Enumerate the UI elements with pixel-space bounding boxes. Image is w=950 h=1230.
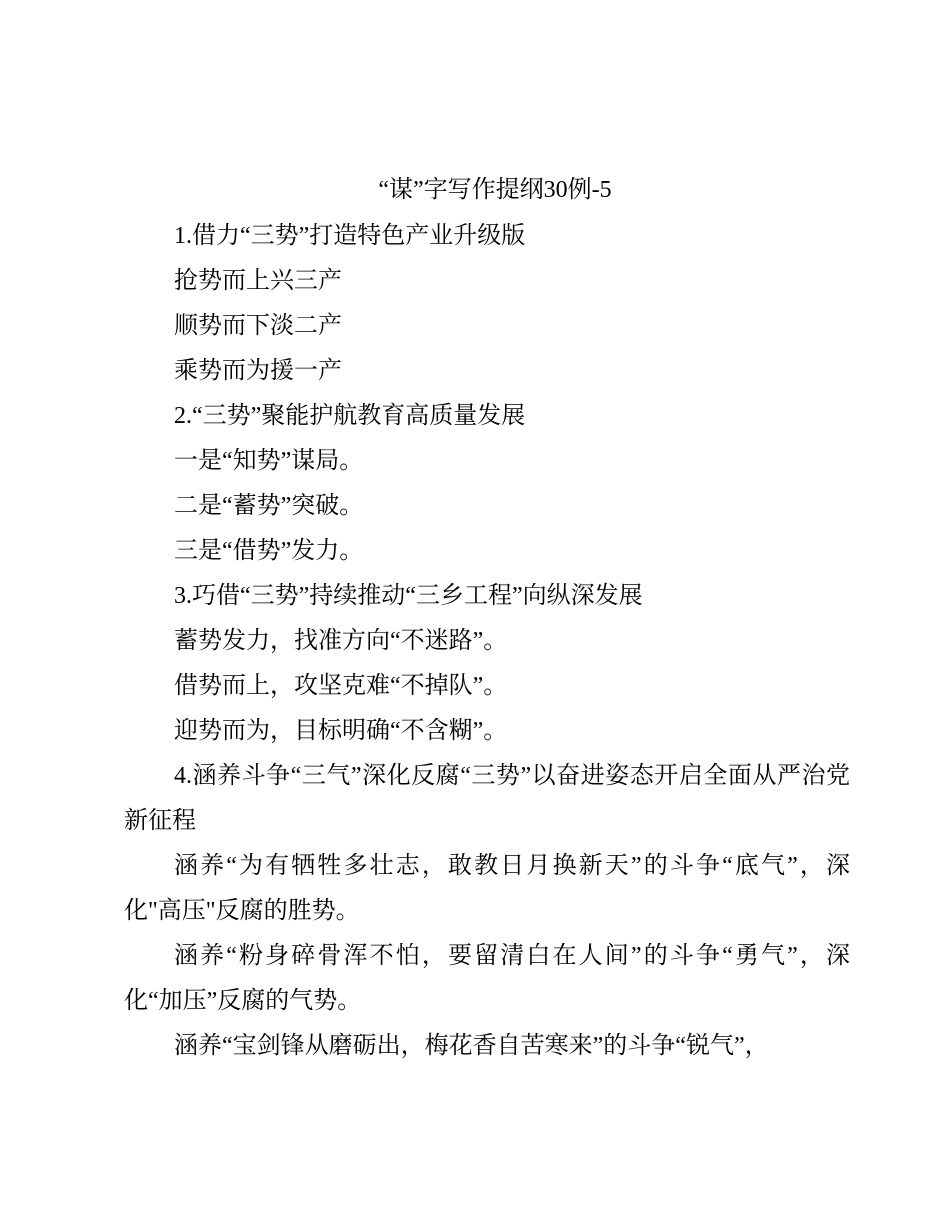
heading-3: 3.巧借“三势”持续推动“三乡工程”向纵深发展 (174, 583, 643, 609)
paragraph-2-3: 三是“借势”发力。 (174, 538, 364, 564)
paragraph-2-2: 二是“蓄势”突破。 (174, 493, 364, 519)
heading-2: 2.“三势”聚能护航教育高质量发展 (174, 403, 526, 429)
paragraph-4-1: 涵养“为有牺牲多壮志，敢教日月换新天”的斗争“底气”，深化"高压"反腐的胜势。 (124, 853, 850, 924)
heading-4: 4.涵养斗争“三气”深化反腐“三势”以奋进姿态开启全面从严治党新征程 (124, 763, 850, 834)
heading-1: 1.借力“三势”打造特色产业升级版 (174, 223, 526, 249)
paragraph-1-2: 顺势而下淡二产 (174, 313, 342, 339)
paragraph-3-3: 迎势而为，目标明确“不含糊”。 (174, 718, 508, 744)
paragraph-1-3: 乘势而为援一产 (174, 358, 342, 384)
document-body (124, 214, 850, 1069)
paragraph-3-2: 借势而上，攻坚克难“不掉队”。 (174, 673, 508, 699)
paragraph-4-2: 涵养“粉身碎骨浑不怕，要留清白在人间”的斗争“勇气”，深化“加压”反腐的气势。 (124, 943, 850, 1014)
paragraph-3-1: 蓄势发力，找准方向“不迷路”。 (174, 628, 508, 654)
paragraph-4-3: 涵养“宝剑锋从磨砺出，梅花香自苦寒来”的斗争“锐气”， (174, 1033, 769, 1059)
paragraph-1-1: 抢势而上兴三产 (174, 268, 342, 294)
document-title: “谋”字写作提纲30例-5 (378, 177, 612, 203)
paragraph-2-1: 一是“知势”谋局。 (174, 448, 364, 474)
